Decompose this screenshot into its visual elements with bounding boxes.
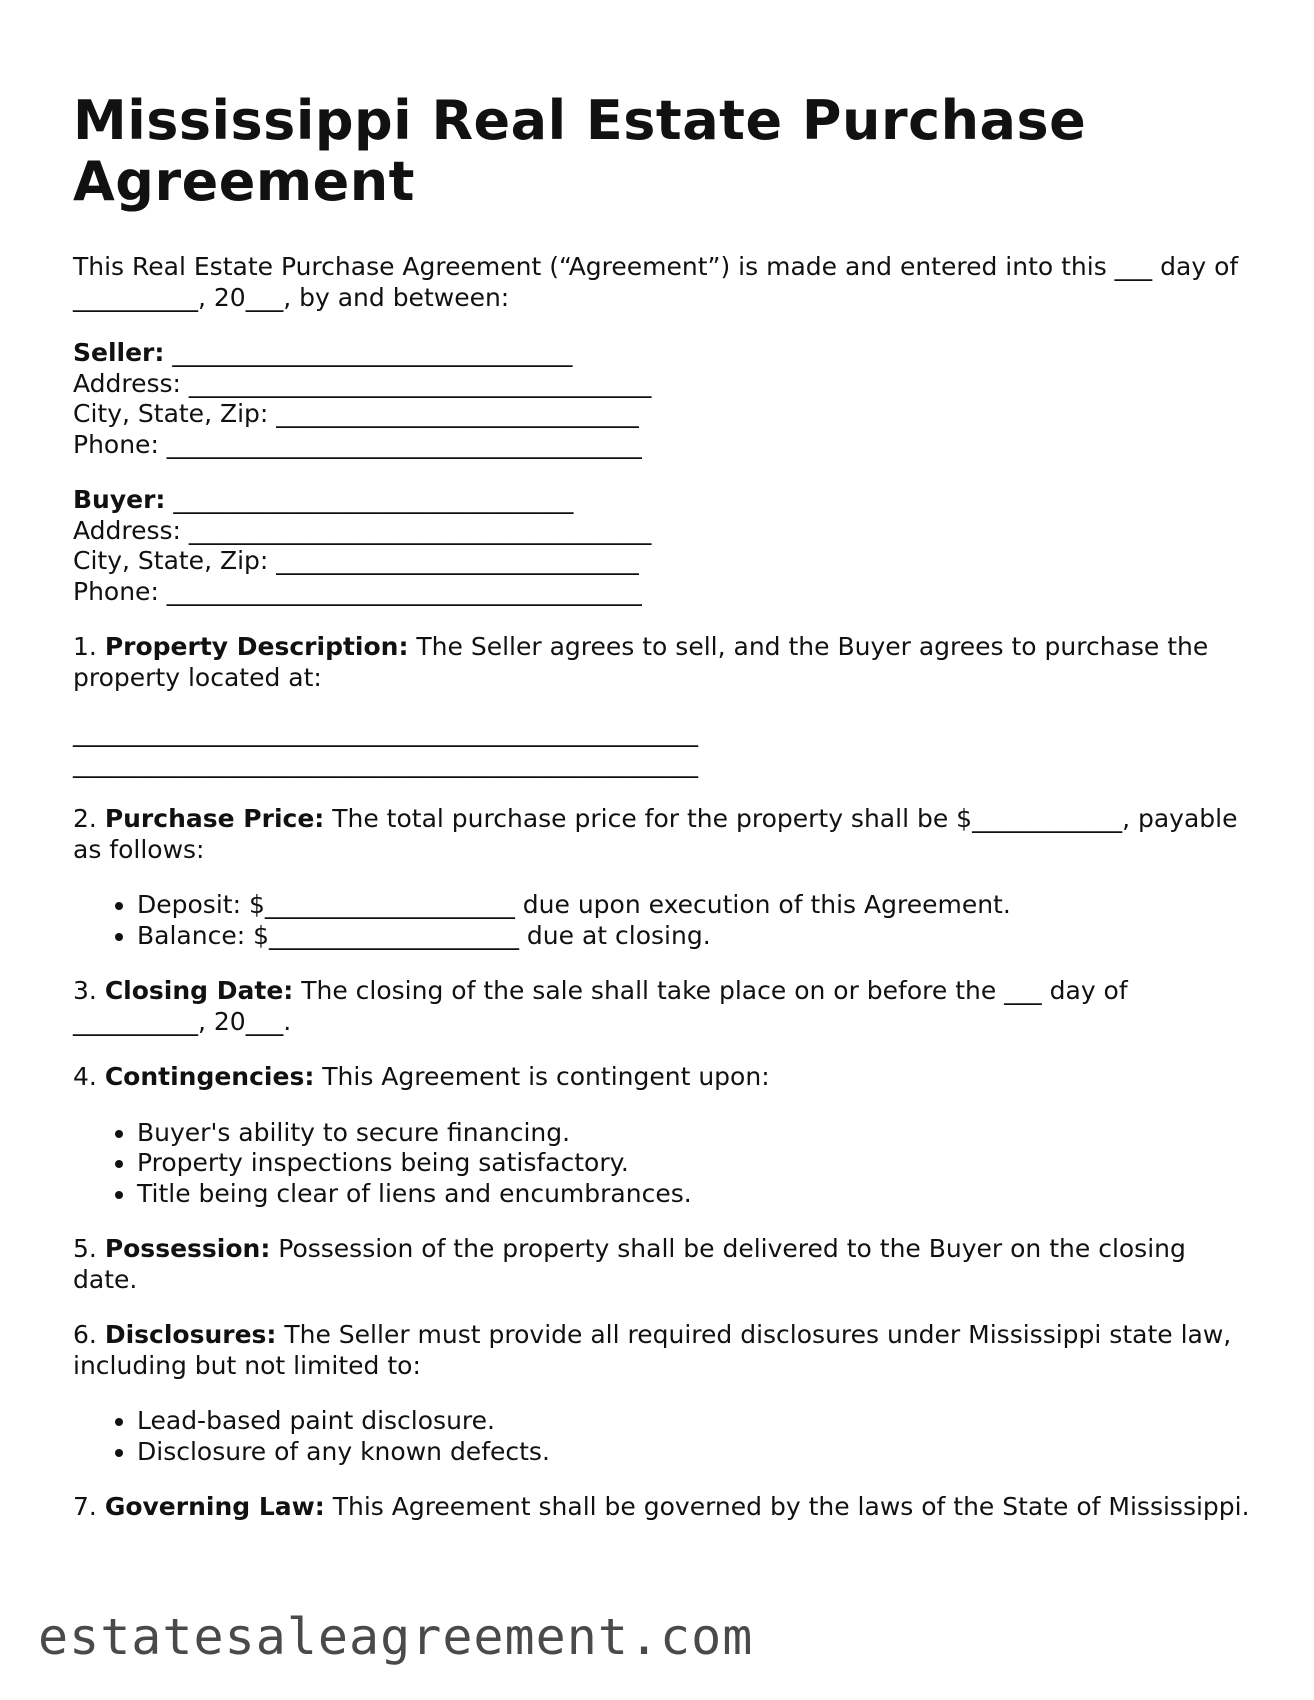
section-heading: Governing Law: xyxy=(104,1492,325,1521)
section-number: 5. xyxy=(73,1234,97,1263)
seller-address-line: Address: _____________________________________ xyxy=(73,368,652,398)
section-number: 3. xyxy=(73,976,97,1005)
section-closing-date xyxy=(73,976,1253,1037)
contingencies-list xyxy=(73,1118,1253,1210)
watermark: estatesaleagreement.com xyxy=(38,1608,754,1666)
buyer-city-line: City, State, Zip: _____________________________ xyxy=(73,546,639,575)
section-heading: Property Description: xyxy=(104,632,409,661)
buyer-phone-line: Phone: ______________________________________ xyxy=(73,576,642,606)
list-item: • Disclosure of any known defects. xyxy=(137,1437,1253,1468)
section-heading: Possession: xyxy=(104,1234,271,1263)
section-text: This Agreement shall be governed by the laws of the State of Mississippi. xyxy=(324,1492,1250,1521)
section-text: This Agreement is contingent upon: xyxy=(314,1062,770,1091)
section-text: The Seller agrees to sell, and the Buyer agrees to purchase the property located at: xyxy=(73,632,1209,692)
document-title: Mississippi Real Estate Purchase Agreement xyxy=(73,89,1087,213)
property-address-line-1: __________________________________________________ xyxy=(73,718,698,747)
list-item: • Property inspections being satisfactory. xyxy=(137,1148,1253,1179)
list-item: • Buyer's ability to secure financing. xyxy=(137,1118,1253,1149)
payment-terms-list xyxy=(73,890,1253,951)
section-possession xyxy=(73,1234,1253,1295)
seller-phone-line: Phone: ______________________________________ xyxy=(73,429,642,459)
section-text: The Seller must provide all required disclosures under Mississippi state law, including but not limited to: xyxy=(73,1320,1232,1380)
section-text: The total purchase price for the property shall be $____________, payable as follows: xyxy=(73,804,1238,864)
list-item: • Balance: $____________________ due at closing. xyxy=(137,921,1253,952)
section-number: 7. xyxy=(73,1492,97,1521)
buyer-block xyxy=(73,485,1253,607)
section-number: 1. xyxy=(73,632,97,661)
section-heading: Disclosures: xyxy=(104,1320,277,1349)
section-purchase-price xyxy=(73,804,1253,865)
list-item: • Deposit: $____________________ due upon execution of this Agreement. xyxy=(137,890,1253,921)
property-address-blanks xyxy=(73,718,1253,779)
section-text: The closing of the sale shall take place on or before the ___ day of __________, 20___. xyxy=(73,976,1128,1036)
section-text: Possession of the property shall be delivered to the Buyer on the closing date. xyxy=(73,1234,1186,1294)
section-heading: Closing Date: xyxy=(104,976,294,1005)
property-address-line-2: __________________________________________________ xyxy=(73,748,698,778)
seller-city-line: City, State, Zip: _____________________________ xyxy=(73,399,639,428)
seller-name-blank: ________________________________ xyxy=(164,338,573,367)
seller-label: Seller: xyxy=(73,338,165,367)
disclosures-list xyxy=(73,1406,1253,1467)
intro-paragraph: This Real Estate Purchase Agreement (“Agreement”) is made and entered into this ___ day of __________, 20___, by and between: xyxy=(73,252,1239,312)
section-number: 4. xyxy=(73,1062,97,1091)
buyer-label: Buyer: xyxy=(73,485,166,514)
section-number: 6. xyxy=(73,1320,97,1349)
section-contingencies xyxy=(73,1062,1253,1093)
seller-name-line xyxy=(73,338,1253,369)
section-heading: Contingencies: xyxy=(104,1062,315,1091)
section-heading: Purchase Price: xyxy=(104,804,325,833)
buyer-name-blank: ________________________________ xyxy=(165,485,574,514)
section-disclosures xyxy=(73,1320,1253,1381)
list-item: • Title being clear of liens and encumbrances. xyxy=(137,1179,1253,1210)
section-number: 2. xyxy=(73,804,97,833)
section-property-description xyxy=(73,632,1253,693)
list-item: • Lead-based paint disclosure. xyxy=(137,1406,1253,1437)
buyer-name-line xyxy=(73,485,1253,516)
buyer-address-line: Address: _____________________________________ xyxy=(73,515,652,545)
section-governing-law xyxy=(73,1492,1253,1523)
document-page xyxy=(73,90,1253,1548)
seller-block xyxy=(73,338,1253,460)
